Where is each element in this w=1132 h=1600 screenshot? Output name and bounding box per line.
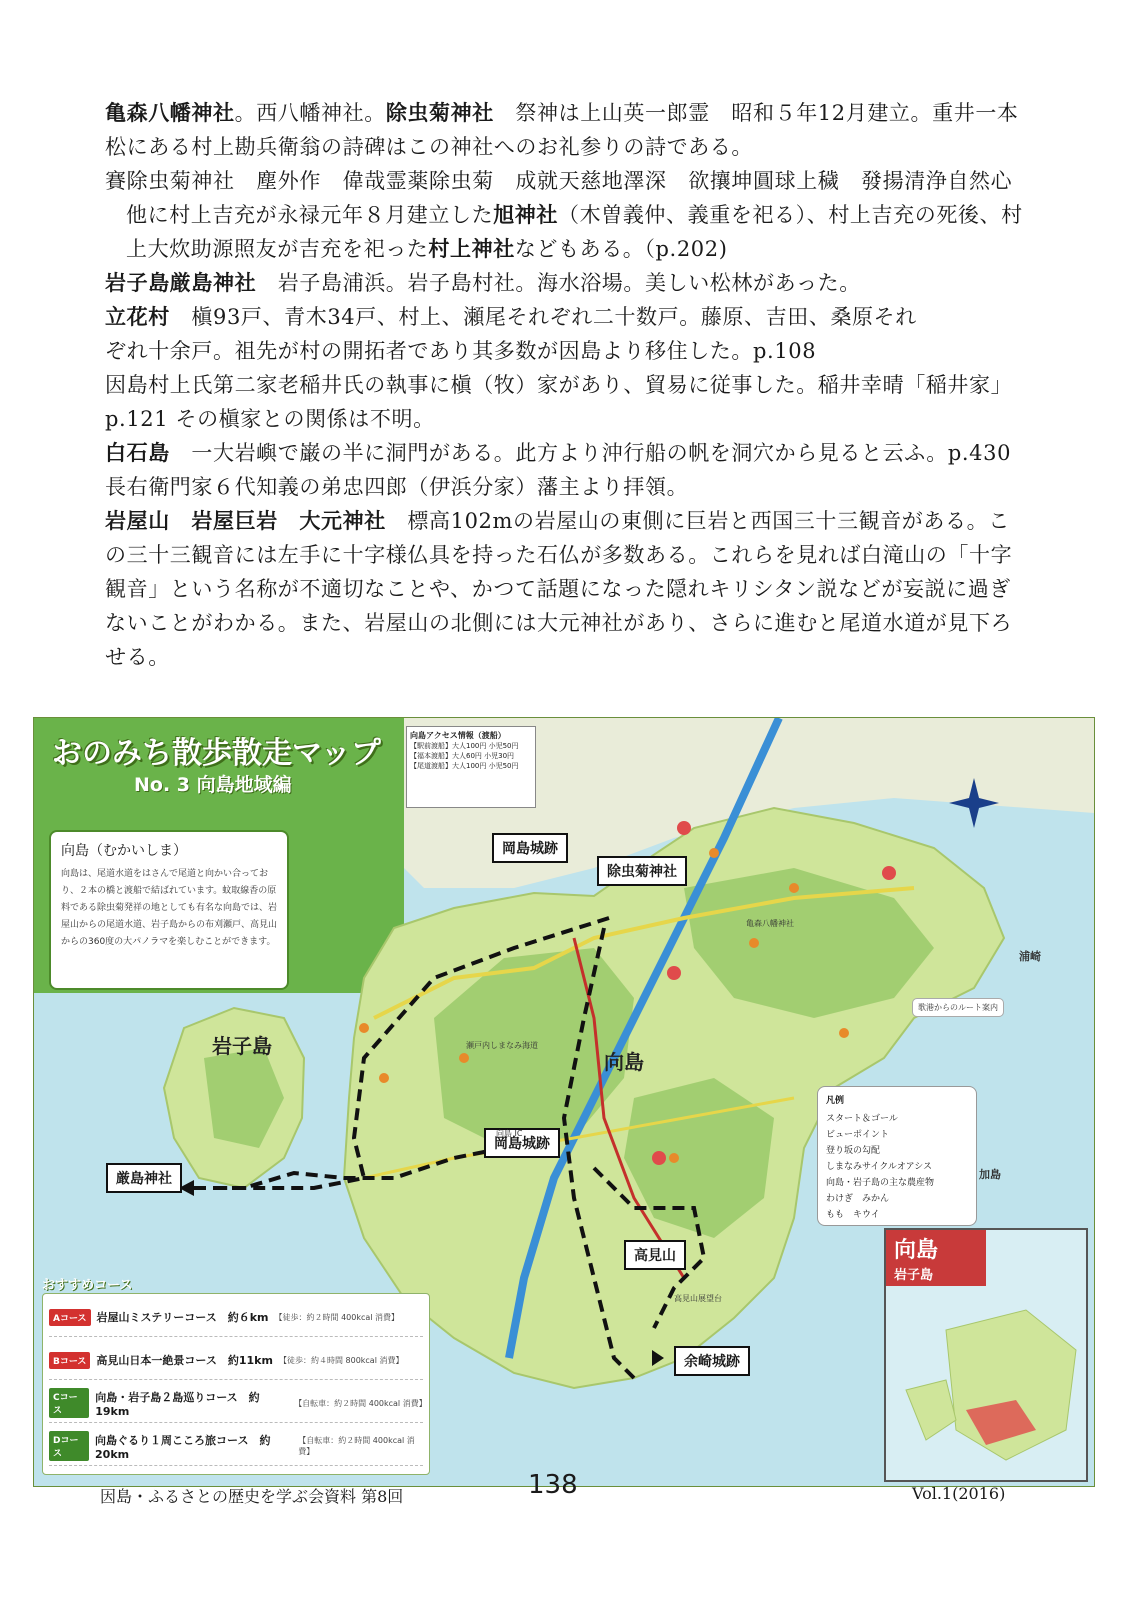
ferry-access-info [406, 726, 536, 808]
course-tag: Dコース [49, 1431, 89, 1461]
heading-term: 岩子島厳島神社 [105, 270, 257, 295]
course-name: 高見山日本一絶景コース 約11km [96, 1354, 273, 1367]
text-run: 因島村上氏第二家老稲井氏の執事に槇（牧）家があり、貿易に従事した。稲井幸晴「稲井家」p.121 その槇家との関係は不明。 [105, 373, 1013, 431]
text-run: 標高102mの岩屋山の東側に巨岩と西国三十三観音がある。この三十三観音には左手に十字様仏具を持った石仏が多数ある。これらを見れば白滝山の「十字観音」という名称が不適切なことや、かつて話題になった隠れキリシタン説などが妄説に過ぎないことがわかる。また、岩屋山の北側には大元神社があり、さらに進むと尾道水道が見下ろせる。 [105, 509, 1013, 669]
para-asahi [105, 198, 1025, 266]
heading-term: 亀森八幡神社 [105, 100, 235, 125]
walking-map [33, 717, 1095, 1487]
courses-heading: おすすめコース [42, 1278, 133, 1293]
body-text [105, 96, 1033, 674]
heading-term: 岩屋山 岩屋巨岩 大元神社 [105, 508, 386, 533]
place-setonaikai: 瀬戸内しまなみ海道 [466, 1041, 538, 1050]
footer-source: 因島・ふるさとの歴史を学ぶ会資料 第8回 [100, 1487, 404, 1506]
course-detail: 【徒歩：約４時間 800kcal 消費】 [278, 1355, 404, 1365]
label-itsukushima-shrine: 厳島神社 [106, 1163, 182, 1193]
course-detail: 【自転車：約２時間 400kcal 消費】 [294, 1398, 427, 1408]
text-run: 賽除虫菊神社 塵外作 偉哉霊薬除虫菊 成就天慈地澤深 欲攘坤圓球上穢 發揚清浄自然心 [105, 169, 1013, 193]
place-uraaki: 浦崎 [1019, 950, 1041, 963]
legend-item: わけぎ みかん [826, 1194, 890, 1204]
text-run: 一大岩嶼で巌の半に洞門がある。此方より沖行船の帆を洞穴から見ると云ふ。p.430 長右衛門家６代知義の弟忠四郎（伊浜分家）藩主より拝領。 [105, 441, 1033, 499]
course-tag: Cコース [49, 1388, 89, 1418]
para-tachibana-2 [105, 334, 1025, 368]
heading-term: 立花村 [105, 304, 170, 329]
map-legend [817, 1086, 977, 1226]
mukaishima-description [49, 830, 289, 990]
text-run: などもある。（p.202) [514, 237, 728, 261]
text-run: 。西八幡神社。 [234, 101, 386, 125]
text-run: 岩子島浦浜。岩子島村社。海水浴場。美しい松林があった。 [256, 271, 861, 295]
course-detail: 【徒歩：約２時間 400kcal 消費】 [274, 1312, 400, 1322]
text-run: 槇93戸、青木34戸、村上、瀬尾それぞれ二十数戸。藤原、吉田、桑原それ [169, 305, 917, 329]
label-okajima-castle: 岡島城跡 [492, 833, 568, 863]
heading-term: 白石島 [105, 440, 170, 465]
text-run: （木曽義仲、義重を祀る）、村上吉充の死後、村上大炊助源照友が吉充を祀った [126, 203, 1023, 261]
text-run: 他に村上吉充が永禄元年８月建立した [126, 203, 494, 227]
island-label-mukaishima: 向島 [604, 1050, 644, 1074]
legend-item: 登り坂の勾配 [826, 1146, 881, 1156]
course-detail: 【自転車：約２時間 400kcal 消費】 [298, 1436, 415, 1456]
label-yozaki-castle: 余崎城跡 [674, 1346, 750, 1376]
text-run: ぞれ十余戸。祖先が村の開拓者であり其多数が因島より移住した。p.108 [105, 339, 817, 363]
access-row: 【福本渡船】大人60円 小児30円 [410, 752, 515, 760]
legend-item: 向島・岩子島の主な農産物 [826, 1178, 935, 1188]
label-onomichi-castle: 岡島城跡 [484, 1128, 560, 1158]
footer-volume: Vol.1(2016) [912, 1484, 1006, 1503]
para-iwashijima [105, 266, 1025, 300]
heading-term: 村上神社 [428, 236, 515, 261]
inset-title: 向島 [894, 1238, 939, 1263]
course-item [49, 1298, 423, 1337]
route-info-note: 歌港からのルート案内 [912, 998, 1004, 1017]
inset-subtitle: 岩子島 [894, 1268, 934, 1283]
para-kamemori [105, 96, 1025, 164]
course-name: 岩屋山ミステリーコース 約６km [96, 1311, 269, 1324]
label-takamiyama: 高見山 [624, 1240, 686, 1270]
recommended-courses [42, 1293, 430, 1475]
access-title: 向島アクセス情報（渡船） [410, 731, 506, 740]
heading-term: 旭神社 [493, 202, 559, 227]
place-takami-note: 高見山展望台 [674, 1294, 722, 1303]
legend-item: スタート＆ゴール [826, 1114, 898, 1124]
course-tag: Bコース [49, 1352, 90, 1369]
legend-item: もも キウイ [826, 1210, 880, 1220]
access-row: 【尾道渡船】大人100円 小児50円 [410, 762, 519, 770]
para-murakami [105, 368, 1025, 436]
label-jochugiku-shrine: 除虫菊神社 [597, 856, 687, 886]
description-title: 向島（むかいしま） [61, 843, 187, 859]
place-mukaishima-ic: 向島 IC [496, 1129, 523, 1138]
heading-term: 除虫菊神社 [385, 100, 494, 125]
course-tag: Aコース [49, 1309, 91, 1326]
inset-graphic [886, 1230, 1086, 1480]
course-name: 向島ぐるり１周こころ旅コース 約20km [95, 1433, 271, 1461]
para-shiraishi [105, 436, 1033, 504]
map-subtitle: No. 3 向島地域編 [134, 774, 292, 796]
description-text: 向島は、尾道水道をはさんで尾道と向かい合っており、２本の橋と渡船で結ばれています。蚊取線香の原料である除虫菊発祥の地としても有名な向島では、岩屋山からの尾道水道、岩子島からの布刈瀬戸、高見山からの360度の大パノラマを楽しむことができます。 [61, 869, 278, 947]
para-iwayasan [105, 504, 1025, 674]
course-item [49, 1427, 423, 1466]
legend-item: ビューポイント [826, 1130, 890, 1140]
place-kamenishi: 亀森八幡神社 [746, 919, 794, 928]
inset-map [884, 1228, 1088, 1482]
map-title: おのみち散歩散走マップ [52, 736, 381, 771]
place-kashima: 加島 [979, 1168, 1001, 1181]
page-number: 138 [528, 1470, 578, 1500]
course-name: 向島・岩子島２島巡りコース 約19km [95, 1390, 260, 1418]
island-label-iwashijima: 岩子島 [212, 1034, 272, 1058]
legend-title: 凡例 [826, 1096, 845, 1106]
legend-item: しまなみサイクルオアシス [826, 1162, 933, 1172]
para-tachibana [105, 300, 1025, 334]
access-row: 【駅前渡船】大人100円 小児50円 [410, 742, 519, 750]
text-run: 祭神は上山英一郎霊 昭和５年12月建立。重井一本松にある村上勘兵衛翁の詩碑はこの神社へのお礼参りの詩である。 [105, 101, 1019, 159]
course-item [49, 1341, 423, 1380]
para-poem [105, 164, 1025, 198]
course-item [49, 1384, 427, 1423]
